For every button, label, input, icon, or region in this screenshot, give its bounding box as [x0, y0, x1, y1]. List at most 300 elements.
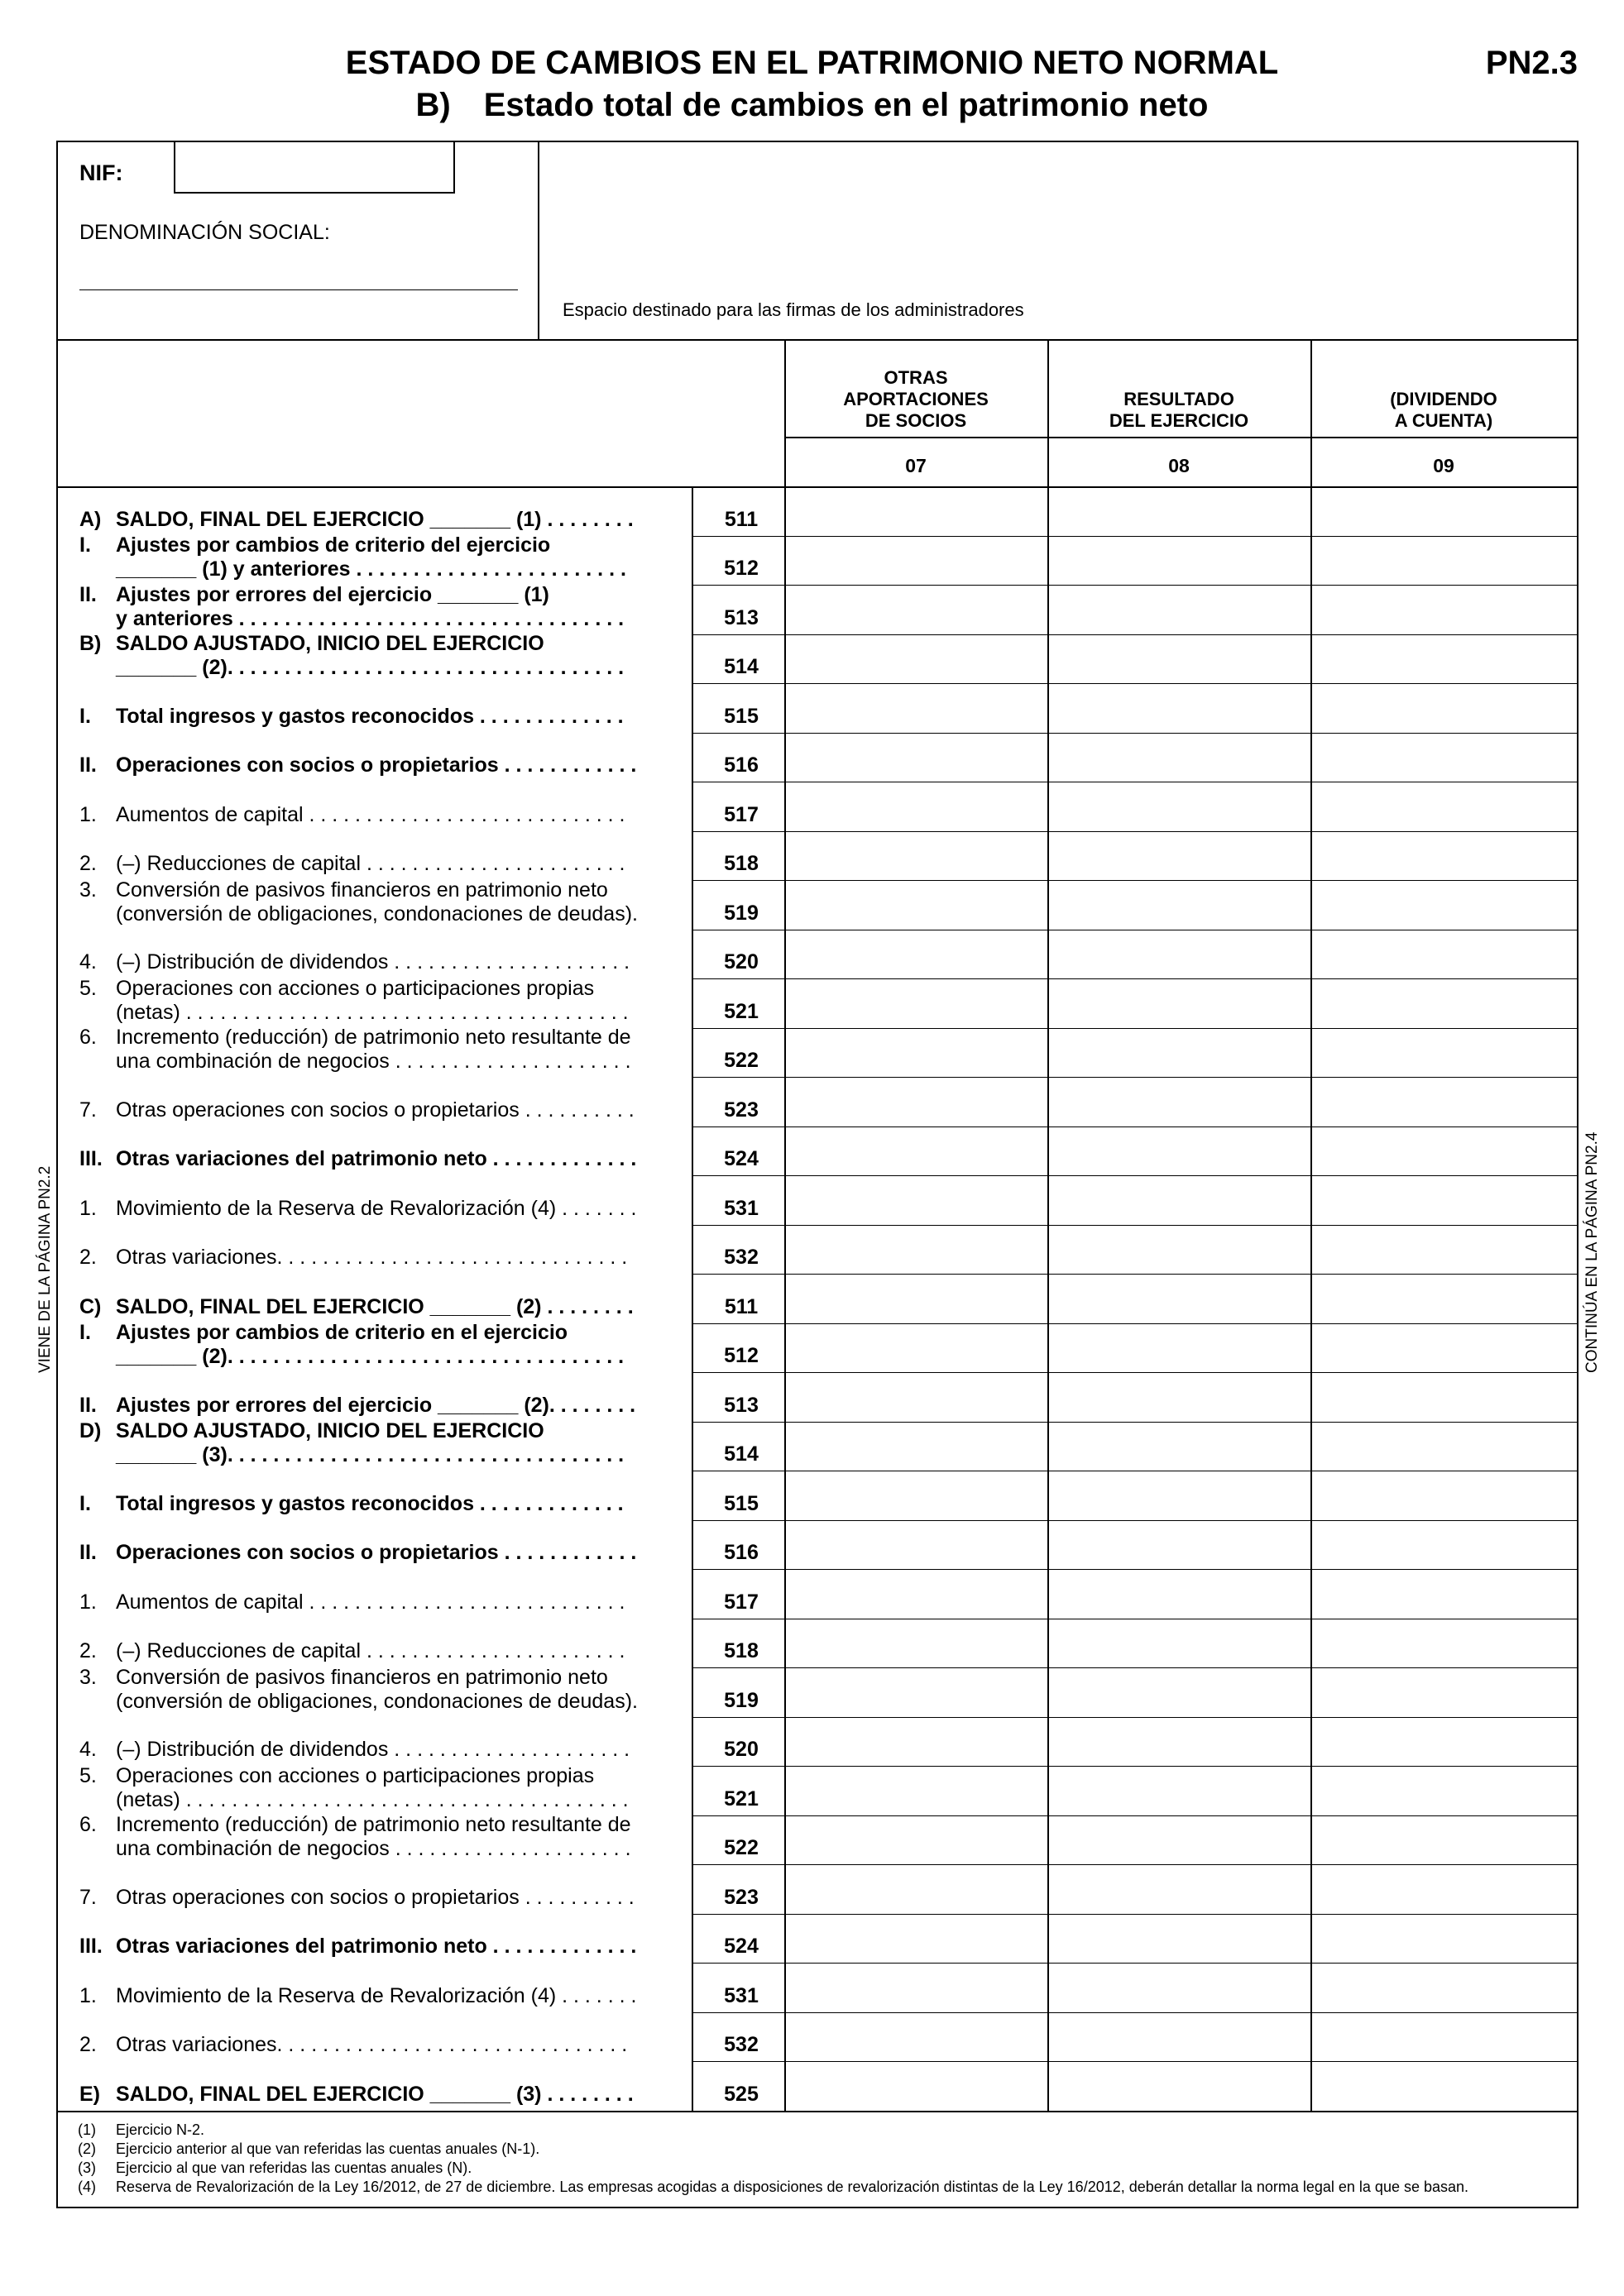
value-cell[interactable] [1049, 1128, 1309, 1174]
column-header: RESULTADO DEL EJERCICIO [1109, 389, 1249, 431]
row-text-continued: _______ (2). . . . . . . . . . . . . . . . . . . . . . . . . . . . . . . . . . . [116, 1345, 625, 1369]
row-code: 511 [724, 1294, 759, 1318]
value-cell[interactable] [1049, 1571, 1309, 1617]
row-text: SALDO AJUSTADO, INICIO DEL EJERCICIO [116, 1419, 544, 1443]
footnote [78, 2178, 1468, 2197]
value-cell[interactable] [1312, 931, 1575, 978]
value-cell[interactable] [1049, 1374, 1309, 1420]
value-cell[interactable] [1312, 488, 1575, 534]
row-label [79, 1639, 733, 1663]
row-number: III. [79, 1935, 103, 1959]
divider [692, 1225, 1577, 1226]
row-number: II. [79, 1541, 97, 1565]
value-cell[interactable] [1049, 636, 1309, 682]
value-cell[interactable] [786, 1030, 1046, 1076]
row-code: 531 [724, 1196, 759, 1220]
row-number: 6. [79, 1026, 97, 1050]
row-label [79, 753, 733, 777]
row-label [79, 1098, 733, 1122]
value-cell[interactable] [1312, 1669, 1575, 1715]
divider [692, 1815, 1577, 1816]
row-text-continued: _______ (2). . . . . . . . . . . . . . . . . . . . . . . . . . . . . . . . . . . [116, 656, 625, 680]
row-text: SALDO, FINAL DEL EJERCICIO _______ (3) . . . . . . . . [116, 2083, 634, 2106]
row-number: I. [79, 1321, 91, 1345]
row-number: 7. [79, 1885, 97, 1909]
row-number: II. [79, 582, 97, 606]
value-cell[interactable] [1049, 1472, 1309, 1519]
value-cell[interactable] [1049, 1817, 1309, 1863]
footnote-number: (1) [78, 2121, 96, 2138]
divider [692, 1717, 1577, 1718]
value-cell[interactable] [786, 488, 1046, 534]
row-text: Operaciones con socios o propietarios . . . . . . . . . . . . [116, 753, 637, 777]
footnote-number: (2) [78, 2141, 96, 2157]
row-label [79, 852, 733, 876]
row-label [79, 977, 733, 1025]
value-cell[interactable] [786, 1916, 1046, 1962]
divider [692, 1569, 1577, 1570]
value-cell[interactable] [1312, 636, 1575, 682]
row-number: 5. [79, 976, 97, 1000]
divider [692, 1028, 1577, 1029]
row-code: 513 [724, 605, 759, 629]
column-header: (DIVIDENDO A CUENTA) [1390, 389, 1497, 431]
row-text: (–) Distribución de dividendos . . . . . . . . . . . . . . . . . . . . . [116, 1738, 630, 1762]
value-cell[interactable] [786, 636, 1046, 682]
value-cell[interactable] [1312, 833, 1575, 879]
footnote-text: Reserva de Revalorización de la Ley 16/2012, de 27 de diciembre. Las empresas acogidas a disposiciones de revalorización distintas de la Ley 16/2012, deberán detallar la norma legal en la que se basan. [116, 2179, 1469, 2195]
row-label [79, 705, 733, 729]
row-number: I. [79, 704, 91, 728]
row-label [79, 803, 733, 827]
row-number: 5. [79, 1763, 97, 1787]
value-cell[interactable] [1049, 1964, 1309, 2011]
value-cell[interactable] [1049, 1866, 1309, 1912]
value-cell[interactable] [786, 931, 1046, 978]
row-code: 517 [724, 1590, 759, 1614]
footnote-text: Ejercicio N-2. [116, 2121, 205, 2138]
row-text: Operaciones con acciones o participaciones propias [116, 976, 595, 1000]
value-cell[interactable] [786, 1079, 1046, 1125]
row-label [79, 508, 733, 532]
value-cell[interactable] [786, 1817, 1046, 1863]
value-cell[interactable] [786, 1620, 1046, 1667]
row-code: 522 [724, 1049, 759, 1073]
divider [692, 1864, 1577, 1865]
row-code: 511 [724, 507, 759, 531]
side-note-left: VIENE DE LA PÁGINA PN2.2 [36, 1165, 54, 1373]
value-cell[interactable] [1049, 685, 1309, 731]
row-number: 2. [79, 1639, 97, 1663]
value-cell[interactable] [1049, 488, 1309, 534]
row-label [79, 1590, 733, 1614]
row-text-continued: (netas) . . . . . . . . . . . . . . . . . . . . . . . . . . . . . . . . . . . . . . . [116, 1000, 629, 1024]
value-cell[interactable] [786, 734, 1046, 781]
row-text: Otras variaciones. . . . . . . . . . . . . . . . . . . . . . . . . . . . . . . [116, 2033, 628, 2057]
value-cell[interactable] [1049, 1620, 1309, 1667]
row-code: 520 [724, 950, 759, 974]
row-label [79, 1197, 733, 1221]
footnote-number: (3) [78, 2160, 96, 2176]
value-cell[interactable] [786, 1669, 1046, 1715]
page-code: PN2.3 [1485, 45, 1578, 81]
divider [692, 1963, 1577, 1964]
row-number: 2. [79, 852, 97, 876]
footnote [78, 2121, 204, 2140]
row-text-continued: una combinación de negocios . . . . . . . . . . . . . . . . . . . . . [116, 1837, 631, 1861]
row-text: Total ingresos y gastos reconocidos . . . . . . . . . . . . . [116, 1491, 624, 1515]
value-cell[interactable] [786, 1571, 1046, 1617]
row-number: 1. [79, 1590, 97, 1614]
value-cell[interactable] [1049, 1719, 1309, 1765]
value-cell[interactable] [1049, 1079, 1309, 1125]
row-text: Otras variaciones del patrimonio neto . . . . . . . . . . . . . [116, 1935, 637, 1959]
row-label [79, 1321, 733, 1369]
value-cell[interactable] [786, 1374, 1046, 1420]
row-number: 2. [79, 2033, 97, 2057]
row-label [79, 1935, 733, 1959]
column-code: 09 [1433, 455, 1454, 476]
divider [692, 1323, 1577, 1324]
row-code: 517 [724, 802, 759, 826]
divider [692, 831, 1577, 832]
row-text: Conversión de pasivos financieros en patrimonio neto [116, 1665, 608, 1689]
value-cell[interactable] [1049, 1325, 1309, 1371]
row-code: 525 [724, 2083, 759, 2106]
value-cell[interactable] [1049, 882, 1309, 928]
row-number: 3. [79, 878, 97, 902]
row-label [79, 1764, 733, 1812]
row-text: SALDO, FINAL DEL EJERCICIO _______ (2) . . . . . . . . [116, 1294, 634, 1318]
value-cell[interactable] [786, 1472, 1046, 1519]
value-cell[interactable] [786, 1325, 1046, 1371]
value-cell[interactable] [1312, 1916, 1575, 1962]
row-code: 532 [724, 1246, 759, 1270]
row-number: 1. [79, 1196, 97, 1220]
row-code: 521 [724, 1787, 759, 1810]
row-text: (–) Distribución de dividendos . . . . . . . . . . . . . . . . . . . . . [116, 950, 630, 974]
value-cell[interactable] [786, 1227, 1046, 1273]
row-code: 520 [724, 1738, 759, 1762]
row-number: 6. [79, 1813, 97, 1837]
row-label [79, 2033, 733, 2057]
value-cell[interactable] [1049, 833, 1309, 879]
value-cell[interactable] [1312, 1817, 1575, 1863]
row-number: 3. [79, 1665, 97, 1689]
divider [692, 1274, 1577, 1275]
row-number: A) [79, 507, 102, 531]
value-cell[interactable] [786, 1275, 1046, 1322]
divider [692, 978, 1577, 979]
row-text: Ajustes por cambios de criterio en el ejercicio [116, 1321, 568, 1345]
row-code: 519 [724, 1688, 759, 1712]
divider [692, 2061, 1577, 2062]
divider [784, 339, 786, 2111]
row-text: Otras variaciones del patrimonio neto . . . . . . . . . . . . . [116, 1147, 637, 1171]
row-text: SALDO AJUSTADO, INICIO DEL EJERCICIO [116, 632, 544, 656]
row-text: (–) Reducciones de capital . . . . . . . . . . . . . . . . . . . . . . . [116, 852, 625, 876]
value-cell[interactable] [786, 1522, 1046, 1568]
row-text-continued: _______ (3). . . . . . . . . . . . . . . . . . . . . . . . . . . . . . . . . . . [116, 1443, 625, 1467]
value-cell[interactable] [786, 685, 1046, 731]
footnote-number: (4) [78, 2179, 96, 2195]
form-title: ESTADO DE CAMBIOS EN EL PATRIMONIO NETO NORMAL [345, 45, 1279, 81]
row-code: 512 [724, 1344, 759, 1368]
row-code: 513 [724, 1393, 759, 1417]
value-cell[interactable] [786, 1128, 1046, 1174]
row-number: 7. [79, 1098, 97, 1122]
firmas-area-label: Espacio destinado para las firmas de los administradores [563, 299, 1024, 320]
value-cell[interactable] [1049, 1522, 1309, 1568]
side-note-right: CONTINÚA EN LA PÁGINA PN2.4 [1583, 1131, 1601, 1373]
row-number: 4. [79, 950, 97, 974]
divider [692, 1422, 1577, 1423]
row-label [79, 1813, 733, 1861]
value-cell[interactable] [1049, 1030, 1309, 1076]
value-cell[interactable] [1049, 1669, 1309, 1715]
row-number: 2. [79, 1246, 97, 1270]
value-cell[interactable] [786, 1719, 1046, 1765]
divider [692, 2012, 1577, 2013]
divider [784, 437, 1577, 438]
row-code: 516 [724, 1541, 759, 1565]
row-number: 1. [79, 1983, 97, 2007]
value-cell[interactable] [1312, 1522, 1575, 1568]
divider [58, 2111, 1577, 2112]
divider [692, 1175, 1577, 1176]
row-number: E) [79, 2083, 100, 2106]
footnote [78, 2159, 472, 2178]
row-code: 522 [724, 1836, 759, 1860]
row-code: 524 [724, 1147, 759, 1171]
value-cell[interactable] [1049, 1177, 1309, 1223]
value-cell[interactable] [786, 1423, 1046, 1470]
row-label [79, 1492, 733, 1516]
value-cell[interactable] [786, 783, 1046, 830]
divider [538, 142, 539, 339]
footnote-text: Ejercicio anterior al que van referidas las cuentas anuales (N-1). [116, 2141, 540, 2157]
value-cell[interactable] [1312, 1571, 1575, 1617]
row-code: 518 [724, 852, 759, 876]
row-number: 1. [79, 802, 97, 826]
divider [692, 1520, 1577, 1521]
value-cell[interactable] [1049, 586, 1309, 633]
divider [692, 733, 1577, 734]
row-number: 4. [79, 1738, 97, 1762]
value-cell[interactable] [786, 1767, 1046, 1814]
value-cell[interactable] [1312, 980, 1575, 1026]
row-label [79, 1295, 733, 1319]
row-label [79, 1419, 733, 1467]
row-label [79, 583, 733, 631]
value-cell[interactable] [786, 833, 1046, 879]
value-cell[interactable] [1312, 1964, 1575, 2011]
value-cell[interactable] [1312, 1866, 1575, 1912]
value-cell[interactable] [1049, 538, 1309, 584]
row-label [79, 1666, 733, 1714]
row-label [79, 1147, 733, 1171]
value-cell[interactable] [1049, 2014, 1309, 2060]
value-cell[interactable] [786, 980, 1046, 1026]
value-cell[interactable] [1312, 2063, 1575, 2109]
value-cell[interactable] [786, 538, 1046, 584]
row-code: 532 [724, 2033, 759, 2057]
row-label [79, 533, 733, 581]
row-text: Incremento (reducción) de patrimonio neto resultante de [116, 1026, 631, 1050]
value-cell[interactable] [1312, 538, 1575, 584]
row-text: Movimiento de la Reserva de Revalorización (4) . . . . . . . [116, 1983, 637, 2007]
value-cell[interactable] [1049, 931, 1309, 978]
row-number: C) [79, 1294, 102, 1318]
form-frame [56, 141, 1578, 2208]
row-text: (–) Reducciones de capital . . . . . . . . . . . . . . . . . . . . . . . [116, 1639, 625, 1663]
row-label [79, 878, 733, 926]
row-text: Movimiento de la Reserva de Revalorización (4) . . . . . . . [116, 1196, 637, 1220]
value-cell[interactable] [1312, 1177, 1575, 1223]
footnote-text: Ejercicio al que van referidas las cuentas anuales (N). [116, 2160, 472, 2176]
value-cell[interactable] [1312, 685, 1575, 731]
divider [58, 339, 1577, 341]
row-text: Otras variaciones. . . . . . . . . . . . . . . . . . . . . . . . . . . . . . . [116, 1246, 628, 1270]
value-cell[interactable] [1312, 1030, 1575, 1076]
row-label [79, 950, 733, 974]
value-cell[interactable] [1312, 1374, 1575, 1420]
row-text-continued: una combinación de negocios . . . . . . . . . . . . . . . . . . . . . [116, 1050, 631, 1074]
value-cell[interactable] [1312, 1227, 1575, 1273]
value-cell[interactable] [1312, 783, 1575, 830]
denominacion-field[interactable] [79, 289, 518, 290]
value-cell[interactable] [1049, 1227, 1309, 1273]
value-cell[interactable] [1049, 783, 1309, 830]
row-number: II. [79, 1393, 97, 1417]
row-label [79, 632, 733, 680]
row-label [79, 1738, 733, 1762]
row-label [79, 1541, 733, 1565]
row-text-continued: (conversión de obligaciones, condonaciones de deudas). [116, 1689, 638, 1713]
value-cell[interactable] [786, 2014, 1046, 2060]
value-cell[interactable] [786, 1964, 1046, 2011]
value-cell[interactable] [1049, 980, 1309, 1026]
divider [692, 1372, 1577, 1373]
value-cell[interactable] [1312, 1719, 1575, 1765]
row-code: 519 [724, 901, 759, 925]
value-cell[interactable] [1049, 2063, 1309, 2109]
column-header: OTRAS APORTACIONES DE SOCIOS [843, 367, 989, 431]
row-text: SALDO, FINAL DEL EJERCICIO _______ (1) . . . . . . . . [116, 507, 634, 531]
row-code: 515 [724, 1491, 759, 1515]
value-cell[interactable] [1312, 882, 1575, 928]
value-cell[interactable] [1312, 1767, 1575, 1814]
divider [692, 536, 1577, 537]
divider [692, 1914, 1577, 1915]
row-code: 515 [724, 704, 759, 728]
row-text: Conversión de pasivos financieros en patrimonio neto [116, 878, 608, 902]
nif-field[interactable] [174, 142, 455, 194]
value-cell[interactable] [786, 1177, 1046, 1223]
value-cell[interactable] [1049, 1767, 1309, 1814]
value-cell[interactable] [1312, 734, 1575, 781]
row-code: 523 [724, 1885, 759, 1909]
row-label [79, 1394, 733, 1418]
row-label [79, 1984, 733, 2008]
divider [692, 683, 1577, 684]
value-cell[interactable] [786, 2063, 1046, 2109]
row-label [79, 1246, 733, 1270]
value-cell[interactable] [1312, 1325, 1575, 1371]
row-number: I. [79, 1491, 91, 1515]
value-cell[interactable] [786, 1866, 1046, 1912]
value-cell[interactable] [1312, 2014, 1575, 2060]
divider [692, 880, 1577, 881]
row-text-continued: y anteriores . . . . . . . . . . . . . . . . . . . . . . . . . . . . . . . . . . [116, 606, 625, 630]
denominacion-label: DENOMINACIÓN SOCIAL: [79, 221, 330, 244]
row-code: 531 [724, 1983, 759, 2007]
row-label [79, 2083, 733, 2107]
row-code: 524 [724, 1935, 759, 1959]
divider [692, 1126, 1577, 1127]
row-number: B) [79, 632, 102, 656]
divider [692, 1077, 1577, 1078]
row-text: Total ingresos y gastos reconocidos . . . . . . . . . . . . . [116, 704, 624, 728]
row-number: III. [79, 1147, 103, 1171]
row-text-continued: _______ (1) y anteriores . . . . . . . . . . . . . . . . . . . . . . . . [116, 557, 626, 581]
divider [1310, 339, 1312, 2111]
row-number: II. [79, 753, 97, 777]
value-cell[interactable] [1312, 586, 1575, 633]
row-code: 514 [724, 1442, 759, 1466]
value-cell[interactable] [1312, 1275, 1575, 1322]
row-text: Operaciones con acciones o participaciones propias [116, 1763, 595, 1787]
row-text-continued: (conversión de obligaciones, condonaciones de deudas). [116, 902, 638, 926]
row-text: Aumentos de capital . . . . . . . . . . . . . . . . . . . . . . . . . . . . [116, 802, 625, 826]
value-cell[interactable] [1312, 1472, 1575, 1519]
row-text: Incremento (reducción) de patrimonio neto resultante de [116, 1813, 631, 1837]
value-cell[interactable] [1049, 1275, 1309, 1322]
divider [692, 634, 1577, 635]
column-code: 07 [905, 455, 927, 476]
value-cell[interactable] [1312, 1423, 1575, 1470]
divider [692, 1766, 1577, 1767]
row-number: D) [79, 1419, 102, 1443]
row-code: 521 [724, 999, 759, 1023]
value-cell[interactable] [1312, 1079, 1575, 1125]
row-label [79, 1026, 733, 1074]
row-text: Operaciones con socios o propietarios . . . . . . . . . . . . [116, 1541, 637, 1565]
row-text: Ajustes por errores del ejercicio _______ (1) [116, 582, 549, 606]
value-cell[interactable] [1049, 1423, 1309, 1470]
nif-label: NIF: [79, 160, 123, 185]
value-cell[interactable] [1312, 1620, 1575, 1667]
value-cell[interactable] [1049, 734, 1309, 781]
row-text: Aumentos de capital . . . . . . . . . . . . . . . . . . . . . . . . . . . . [116, 1590, 625, 1614]
row-code: 512 [724, 557, 759, 581]
row-label [79, 1886, 733, 1910]
value-cell[interactable] [786, 586, 1046, 633]
footnote [78, 2140, 539, 2159]
form-subtitle: B) Estado total de cambios en el patrimonio neto [415, 87, 1209, 123]
value-cell[interactable] [1049, 1916, 1309, 1962]
divider [692, 486, 693, 2111]
row-text: Otras operaciones con socios o propietarios . . . . . . . . . . [116, 1885, 635, 1909]
row-text: Otras operaciones con socios o propietarios . . . . . . . . . . [116, 1098, 635, 1122]
row-text-continued: (netas) . . . . . . . . . . . . . . . . . . . . . . . . . . . . . . . . . . . . . . . [116, 1787, 629, 1811]
row-code: 523 [724, 1098, 759, 1122]
value-cell[interactable] [1312, 1128, 1575, 1174]
value-cell[interactable] [786, 882, 1046, 928]
row-text: Ajustes por cambios de criterio del ejercicio [116, 533, 551, 557]
row-code: 516 [724, 753, 759, 777]
row-code: 518 [724, 1639, 759, 1663]
